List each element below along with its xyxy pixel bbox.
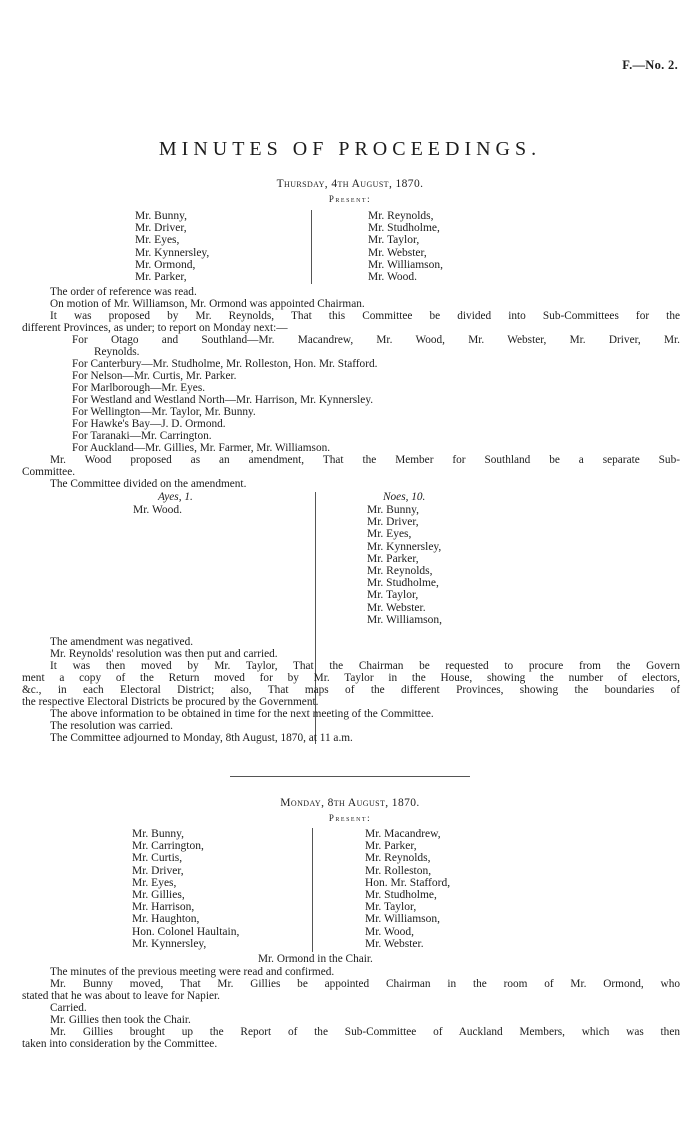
minute-line: For Westland and Westland North—Mr. Harrison, Mr. Kynnersley. xyxy=(72,394,374,406)
minute-line: For Otago and Southland—Mr. Macandrew, Mr. Wood, Mr. Webster, Mr. Driver, Mr. xyxy=(72,334,680,346)
section-divider xyxy=(230,776,470,777)
member-name: Mr. Rolleston, xyxy=(365,864,432,877)
minute-line: Carried. xyxy=(50,1002,87,1014)
member-name: Mr. Williamson, xyxy=(367,613,443,626)
member-name: Mr. Kynnersley, xyxy=(367,540,442,553)
member-name: Mr. Kynnersley, xyxy=(132,937,207,950)
minute-line: For Wellington—Mr. Taylor, Mr. Bunny. xyxy=(72,406,256,418)
member-name: Mr. Gillies, xyxy=(132,889,185,902)
member-name: Hon. Colonel Haultain, xyxy=(132,925,240,938)
member-name: Mr. Parker, xyxy=(365,840,417,853)
member-name: Mr. Taylor, xyxy=(365,901,417,914)
minute-line: The minutes of the previous meeting were read and confirmed. xyxy=(50,966,335,978)
member-name: Mr. Wood. xyxy=(133,504,183,516)
minute-line: For Taranaki—Mr. Carrington. xyxy=(72,430,212,442)
member-name: Mr. Driver, xyxy=(367,516,419,529)
meeting1-present-left xyxy=(135,210,209,283)
member-name: Mr. Parker, xyxy=(367,552,419,565)
meeting2-present-label: Present: xyxy=(328,813,372,823)
member-name: Mr. Carrington, xyxy=(132,840,204,853)
member-name: Mr. Williamson, xyxy=(365,913,441,926)
member-name: Mr. Bunny, xyxy=(135,210,187,222)
ayes-list xyxy=(133,504,182,516)
member-name: Mr. Driver, xyxy=(135,222,187,235)
member-name: Mr. Reynolds, xyxy=(365,852,431,865)
minute-line: The above information to be obtained in time for the next meeting of the Committee. xyxy=(50,708,434,720)
member-name: Mr. Kynnersley, xyxy=(135,246,210,259)
noes-heading: Noes, 10. xyxy=(383,491,426,503)
minute-line: ment a copy of the Return moved for by Mr. Taylor in the House, showing the number of electors, xyxy=(22,672,680,684)
member-name: Mr. Webster. xyxy=(367,601,426,614)
member-name: Mr. Webster, xyxy=(368,246,427,259)
minute-line: Mr. Gillies then took the Chair. xyxy=(50,1014,191,1026)
minute-line: Mr. Wood proposed as an amendment, That the Member for Southland be a separate Sub- xyxy=(50,454,680,466)
minute-line: For Auckland—Mr. Gillies, Mr. Farmer, Mr. Williamson. xyxy=(72,442,331,454)
minute-line: the respective Electoral Districts be procured by the Government. xyxy=(22,696,319,708)
member-name: Mr. Bunny, xyxy=(132,828,184,840)
page-title: MINUTES OF PROCEEDINGS. xyxy=(158,138,542,160)
member-name: Mr. Ormond, xyxy=(135,258,196,271)
member-name: Hon. Mr. Stafford, xyxy=(365,876,451,889)
member-name: Mr. Wood, xyxy=(365,925,415,938)
noes-list xyxy=(367,504,442,626)
minute-line: Mr. Reynolds' resolution was then put and carried. xyxy=(50,648,278,660)
member-name: Mr. Eyes, xyxy=(132,876,177,889)
minute-line: For Canterbury—Mr. Studholme, Mr. Rolleston, Hon. Mr. Stafford. xyxy=(72,358,378,370)
member-name: Mr. Bunny, xyxy=(367,504,419,516)
meeting2-present-left xyxy=(132,828,239,950)
member-name: Mr. Driver, xyxy=(132,864,184,877)
minute-line: &c., in each Electoral District; also, That maps of the different Provinces, showing the boundaries of xyxy=(22,684,680,696)
column-divider xyxy=(312,828,313,952)
member-name: Mr. Eyes, xyxy=(135,234,180,247)
minute-line: different Provinces, as under; to report on Monday next:— xyxy=(22,322,288,334)
member-name: Mr. Taylor, xyxy=(368,234,420,247)
minute-line: Mr. Gillies brought up the Report of the Sub-Committee of Auckland Members, which was then xyxy=(50,1026,680,1038)
member-name: Mr. Taylor, xyxy=(367,589,419,602)
minute-line: On motion of Mr. Williamson, Mr. Ormond was appointed Chairman. xyxy=(50,298,365,310)
minute-line: Reynolds. xyxy=(94,346,140,358)
member-name: Mr. Webster. xyxy=(365,937,424,950)
member-name: Mr. Curtis, xyxy=(132,852,183,865)
member-name: Mr. Studholme, xyxy=(367,577,439,590)
chair-line: Mr. Ormond in the Chair. xyxy=(258,953,373,965)
page-reference: F.—No. 2. xyxy=(622,58,678,72)
minute-line: It was then moved by Mr. Taylor, That the Chairman be requested to procure from the Govern xyxy=(50,660,680,672)
meeting1-present-right xyxy=(368,210,443,283)
minute-line: For Marlborough—Mr. Eyes. xyxy=(72,382,206,394)
member-name: Mr. Studholme, xyxy=(368,222,440,235)
member-name: Mr. Reynolds, xyxy=(367,565,433,578)
minute-line: stated that he was about to leave for Napier. xyxy=(22,990,220,1002)
minute-line: Mr. Bunny moved, That Mr. Gillies be appointed Chairman in the room of Mr. Ormond, who xyxy=(50,978,680,990)
column-divider xyxy=(311,210,312,284)
minute-line: For Hawke's Bay—J. D. Ormond. xyxy=(72,418,226,430)
member-name: Mr. Wood. xyxy=(368,271,418,284)
meeting1-date: Thursday, 4th August, 1870. xyxy=(276,178,424,190)
member-name: Mr. Haughton, xyxy=(132,913,200,926)
meeting2-present-right xyxy=(365,828,450,950)
member-name: Mr. Williamson, xyxy=(368,258,444,271)
minute-line: It was proposed by Mr. Reynolds, That this Committee be divided into Sub-Committees for the xyxy=(50,310,680,322)
minute-line: The amendment was negatived. xyxy=(50,636,194,648)
meeting2-date: Monday, 8th August, 1870. xyxy=(280,797,420,809)
minute-line: The resolution was carried. xyxy=(50,720,173,732)
member-name: Mr. Studholme, xyxy=(365,889,437,902)
member-name: Mr. Eyes, xyxy=(367,528,412,541)
member-name: Mr. Parker, xyxy=(135,271,187,284)
ayes-heading: Ayes, 1. xyxy=(158,491,193,503)
member-name: Mr. Harrison, xyxy=(132,901,195,914)
member-name: Mr. Macandrew, xyxy=(365,828,441,840)
meeting1-present-label: Present: xyxy=(328,194,372,204)
minute-line: The order of reference was read. xyxy=(50,286,197,298)
minute-line: The Committee divided on the amendment. xyxy=(50,478,247,490)
minute-line: taken into consideration by the Committee. xyxy=(22,1038,218,1050)
minute-line: For Nelson—Mr. Curtis, Mr. Parker. xyxy=(72,370,237,382)
minute-line: Committee. xyxy=(22,466,76,478)
minute-line: The Committee adjourned to Monday, 8th August, 1870, at 11 a.m. xyxy=(50,732,353,744)
member-name: Mr. Reynolds, xyxy=(368,210,434,222)
